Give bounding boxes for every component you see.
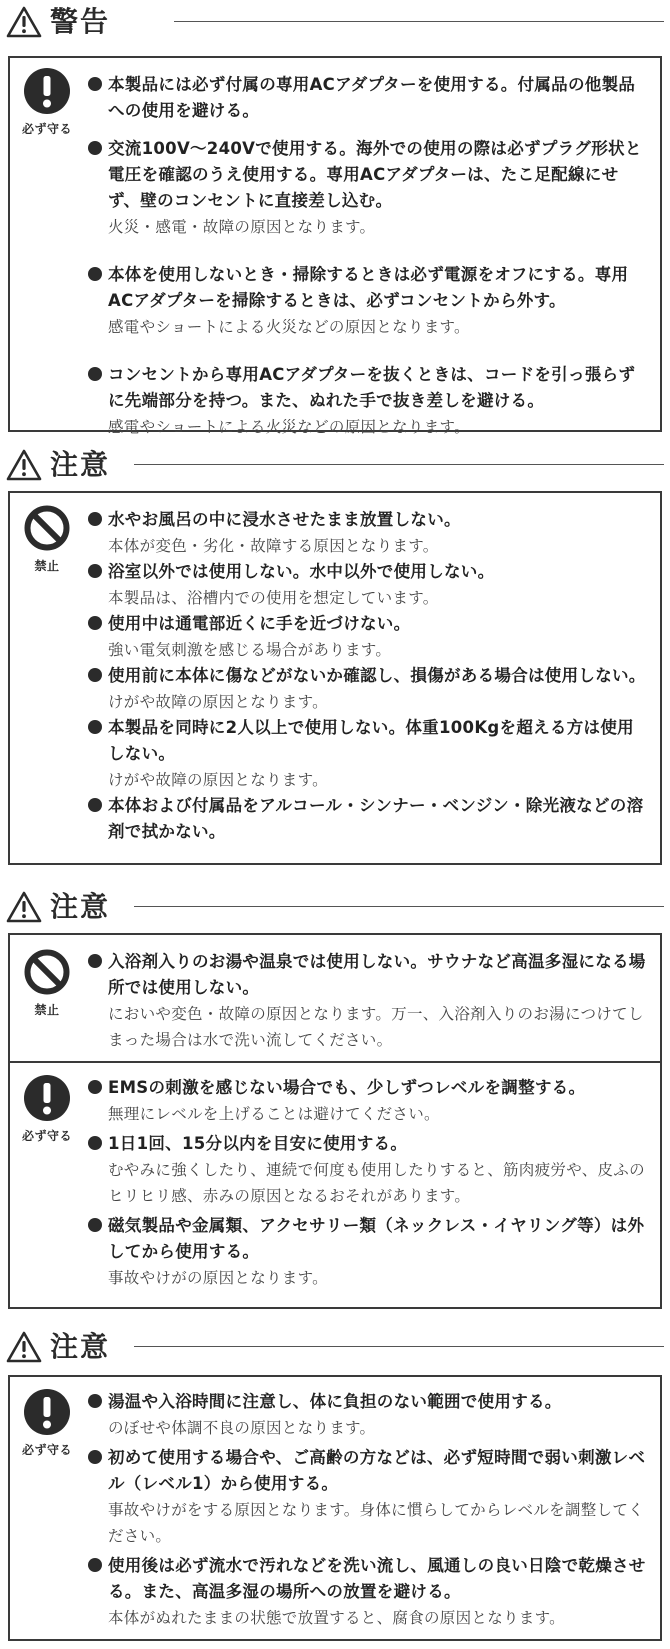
item-note: けがや故障の原因となります。: [108, 771, 328, 789]
list-item: [88, 362, 646, 440]
section-header: [6, 0, 664, 44]
list-item: [88, 1131, 646, 1209]
precaution-group-prohibited: [10, 493, 660, 863]
bullet-dot: [88, 512, 102, 526]
list-item: [88, 72, 646, 124]
prohibited-symbol: [22, 505, 72, 574]
exclamation-circle-icon: [24, 1389, 70, 1435]
bullet-dot: [88, 720, 102, 734]
bullet-dot: [88, 1558, 102, 1572]
item-heading: コンセントから専用ACアダプターを抜くときは、コードを引っ張らずに先端部分を持つ。また、ぬれた手で抜き差しを避ける。: [108, 365, 636, 410]
list-item: [88, 611, 646, 663]
warning-triangle-icon: [6, 1331, 42, 1363]
warning-triangle-icon: [6, 6, 42, 38]
section-rule: [134, 906, 664, 907]
item-heading: 磁気製品や金属類、アクセサリー類（ネックレス・イヤリング等）は外してから使用する。: [108, 1216, 645, 1261]
precaution-box: [8, 491, 662, 865]
list-item: [88, 793, 646, 845]
bullet-dot: [88, 141, 102, 155]
warning-triangle-icon: [6, 891, 42, 923]
item-note: 火災・感電・故障の原因となります。: [108, 218, 376, 236]
section-title: 注意: [50, 1330, 111, 1363]
item-list: [88, 507, 646, 845]
section-rule: [134, 464, 664, 465]
symbol-label: 必ず守る: [22, 1443, 73, 1457]
bullet-dot: [88, 77, 102, 91]
bullet-dot: [88, 954, 102, 968]
section-title: 注意: [50, 448, 111, 481]
prohibition-circle-icon: [24, 505, 70, 551]
list-item: [88, 262, 646, 340]
item-heading: 浴室以外では使用しない。水中以外で使用しない。: [108, 562, 495, 581]
section-header: [6, 885, 664, 929]
section-title: 注意: [50, 890, 111, 923]
item-list: [88, 1075, 646, 1291]
list-item: [88, 1213, 646, 1291]
precaution-group-prohibited: [10, 935, 660, 1061]
precaution-box: [8, 56, 662, 436]
precaution-box: [8, 933, 662, 1309]
section-rule: [134, 1346, 664, 1347]
symbol-label: 禁止: [34, 559, 60, 573]
item-heading: 使用前に本体に傷などがないか確認し、損傷がある場合は使用しない。: [108, 666, 646, 685]
list-item: [88, 715, 646, 793]
item-note: 本製品は、浴槽内での使用を想定しています。: [108, 589, 439, 607]
bullet-dot: [88, 668, 102, 682]
exclamation-circle-icon: [24, 68, 70, 114]
list-item: [88, 507, 646, 559]
item-note: けがや故障の原因となります。: [108, 693, 328, 711]
item-note: 事故やけがをする原因となります。身体に慣らしてからレベルを調整してください。: [108, 1501, 644, 1545]
mandatory-symbol: [22, 68, 72, 137]
bullet-dot: [88, 1394, 102, 1408]
bullet-dot: [88, 798, 102, 812]
precaution-group-mandatory: [10, 58, 660, 436]
list-item: [88, 1075, 646, 1127]
bullet-dot: [88, 564, 102, 578]
symbol-label: 必ず守る: [22, 122, 73, 136]
exclamation-circle-icon: [24, 1075, 70, 1121]
item-note: むやみに強くしたり、連続で何度も使用したりすると、筋肉疲労や、皮ふのヒリヒリ感、赤みの原因となるおそれがあります。: [108, 1161, 645, 1205]
bullet-dot: [88, 1080, 102, 1094]
section-title: 警告: [50, 5, 111, 38]
prohibited-symbol: [22, 949, 72, 1018]
prohibition-circle-icon: [24, 949, 70, 995]
precaution-group-mandatory: [10, 1377, 660, 1639]
item-note: 本体がぬれたままの状態で放置すると、腐食の原因となります。: [108, 1609, 565, 1627]
item-heading: EMSの刺激を感じない場合でも、少しずつレベルを調整する。: [108, 1078, 586, 1097]
list-item: [88, 663, 646, 715]
bullet-dot: [88, 1218, 102, 1232]
bullet-dot: [88, 616, 102, 630]
item-heading: 本製品には必ず付属の専用ACアダプターを使用する。付属品の他製品への使用を避ける。: [108, 75, 636, 120]
item-heading: 交流100V～240Vで使用する。海外での使用の際は必ずプラグ形状と電圧を確認のうえ使用する。専用ACアダプターは、たこ足配線にせず、壁のコンセントに直接差し込む。: [108, 139, 642, 210]
symbol-label: 禁止: [34, 1003, 60, 1017]
item-heading: 本製品を同時に2人以上で使用しない。体重100Kgを超える方は使用しない。: [108, 718, 634, 763]
item-list: [88, 72, 646, 440]
item-heading: 本体を使用しないとき・掃除するときは必ず電源をオフにする。専用ACアダプターを掃除するときは、必ずコンセントから外す。: [108, 265, 629, 310]
section-rule: [174, 21, 664, 22]
item-list: [88, 949, 646, 1053]
item-heading: 使用中は通電部近くに手を近づけない。: [108, 614, 411, 633]
item-heading: 湯温や入浴時間に注意し、体に負担のない範囲で使用する。: [108, 1392, 562, 1411]
item-note: においや変色・故障の原因となります。万一、入浴剤入りのお湯につけてしまった場合は水で洗い流してください。: [108, 1005, 644, 1049]
item-list: [88, 1389, 646, 1631]
list-item: [88, 949, 646, 1053]
list-item: [88, 1389, 646, 1441]
section-header: [6, 443, 664, 487]
precaution-group-mandatory: [10, 1063, 660, 1307]
list-item: [88, 1445, 646, 1549]
item-note: 無理にレベルを上げることは避けてください。: [108, 1105, 440, 1123]
item-note: のぼせや体調不良の原因となります。: [108, 1419, 376, 1437]
item-heading: 本体および付属品をアルコール・シンナー・ベンジン・除光液などの溶剤で拭かない。: [108, 796, 644, 841]
mandatory-symbol: [22, 1389, 72, 1458]
item-note: 感電やショートによる火災などの原因となります。: [108, 318, 470, 336]
item-note: 事故やけがの原因となります。: [108, 1269, 328, 1287]
item-heading: 初めて使用する場合や、ご高齢の方などは、必ず短時間で弱い刺激レベル（レベル1）から使用する。: [108, 1448, 646, 1493]
item-heading: 1日1回、15分以内を目安に使用する。: [108, 1134, 408, 1153]
item-heading: 水やお風呂の中に浸水させたまま放置しない。: [108, 510, 461, 529]
item-heading: 使用後は必ず流水で汚れなどを洗い流し、風通しの良い日陰で乾燥させる。また、高温多湿の場所への放置を避ける。: [108, 1556, 646, 1601]
section-header: [6, 1325, 664, 1369]
item-heading: 入浴剤入りのお湯や温泉では使用しない。サウナなど高温多湿になる場所では使用しない。: [108, 952, 646, 997]
item-note: 本体が変色・劣化・故障する原因となります。: [108, 537, 439, 555]
warning-triangle-icon: [6, 449, 42, 481]
bullet-dot: [88, 1450, 102, 1464]
bullet-dot: [88, 367, 102, 381]
item-note: 感電やショートによる火災などの原因となります。: [108, 418, 470, 436]
bullet-dot: [88, 267, 102, 281]
symbol-label: 必ず守る: [22, 1129, 73, 1143]
mandatory-symbol: [22, 1075, 72, 1144]
bullet-dot: [88, 1136, 102, 1150]
precaution-box: [8, 1375, 662, 1641]
list-item: [88, 136, 646, 240]
list-item: [88, 1553, 646, 1631]
item-note: 強い電気刺激を感じる場合があります。: [108, 641, 392, 659]
list-item: [88, 559, 646, 611]
